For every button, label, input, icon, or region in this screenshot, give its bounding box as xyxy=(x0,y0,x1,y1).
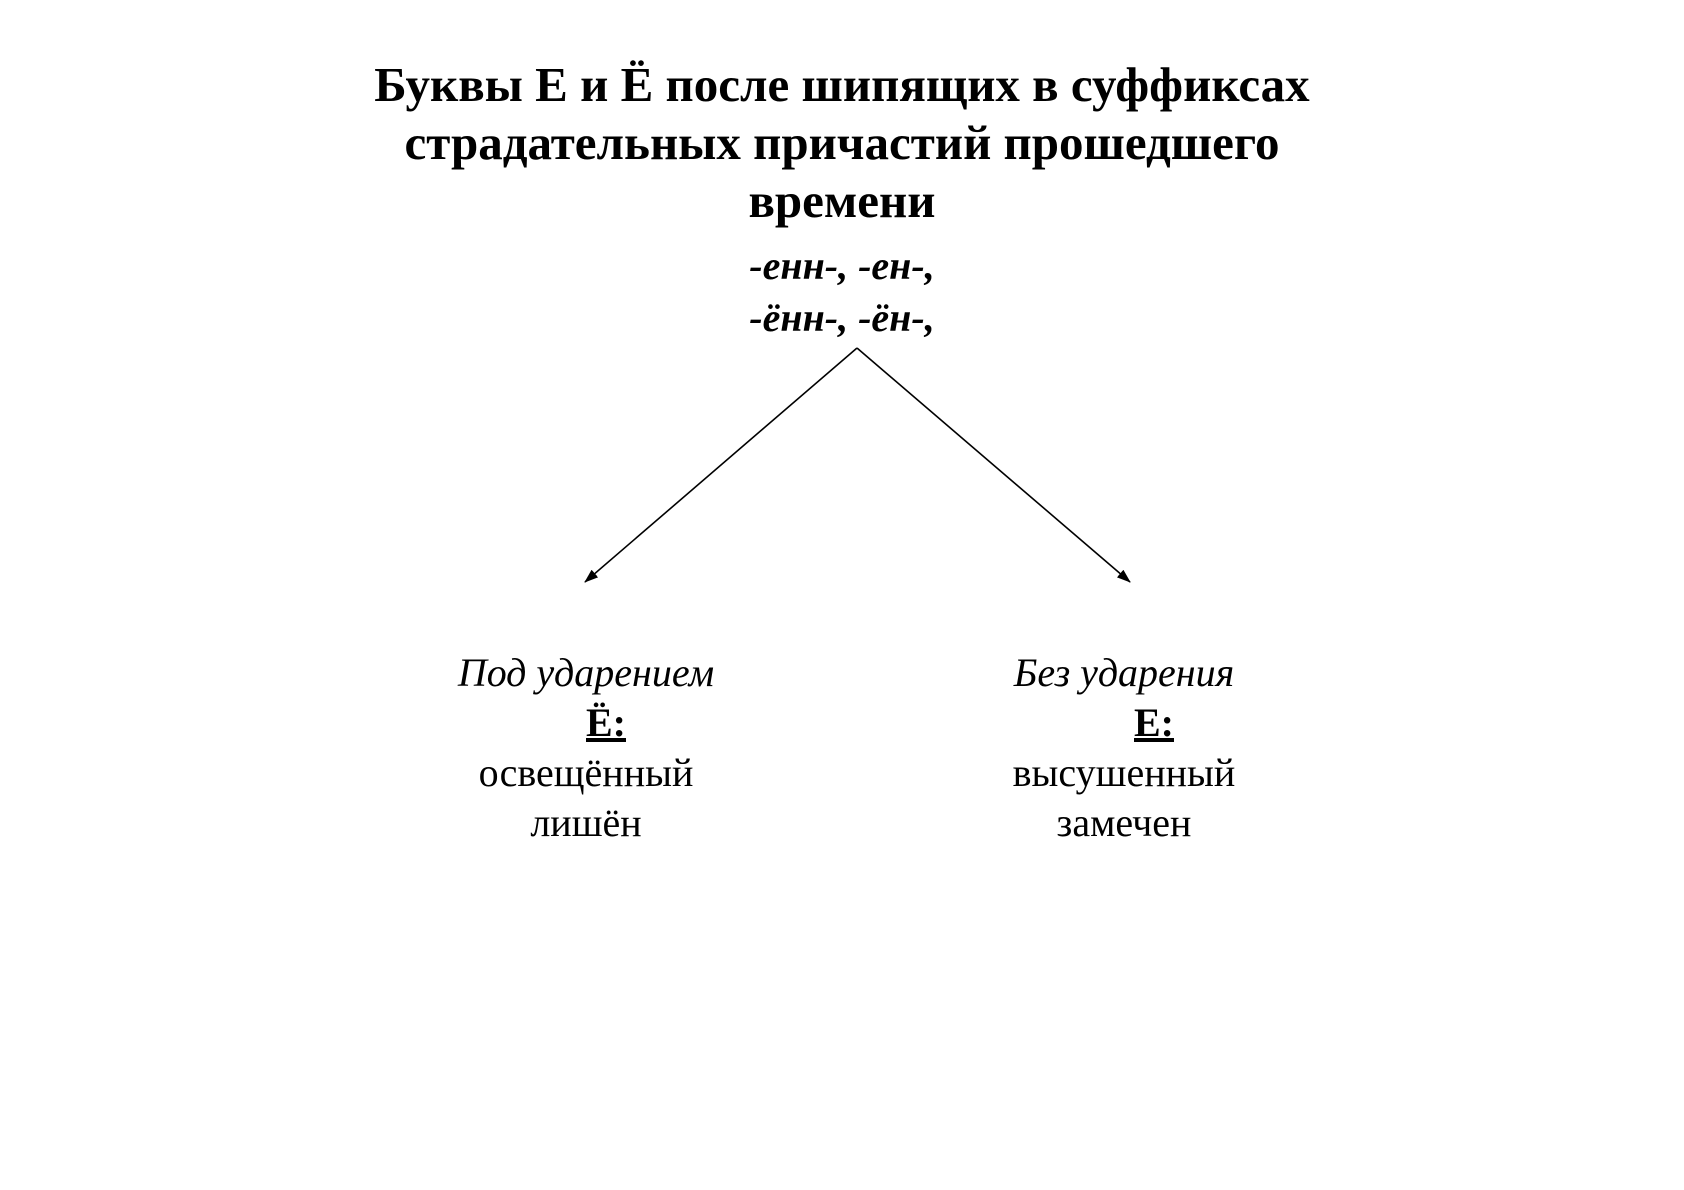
branch-heading: Без ударения xyxy=(1013,650,1235,695)
title-line: страдательных причастий прошедшего xyxy=(404,115,1280,170)
branch-letter: Е: xyxy=(1134,700,1174,745)
example-word: замечен xyxy=(1056,800,1192,845)
suffix-line: -ённ-, -ён-, xyxy=(749,295,935,340)
branch-letter: Ё: xyxy=(586,700,626,745)
diagram-title xyxy=(0,56,1684,230)
branch-stressed xyxy=(356,648,816,848)
right-arrow xyxy=(857,348,1130,582)
left-arrow xyxy=(585,348,857,582)
example-word: лишён xyxy=(530,800,642,845)
title-line: времени xyxy=(748,173,936,228)
branch-heading: Под ударением xyxy=(457,650,715,695)
suffix-line: -енн-, -ен-, xyxy=(749,243,935,288)
title-line: Буквы Е и Ё после шипящих в суффиксах xyxy=(374,57,1310,112)
example-word: освещённый xyxy=(478,750,694,795)
example-word: высушенный xyxy=(1012,750,1236,795)
suffix-list xyxy=(0,240,1684,344)
branch-unstressed xyxy=(894,648,1354,848)
